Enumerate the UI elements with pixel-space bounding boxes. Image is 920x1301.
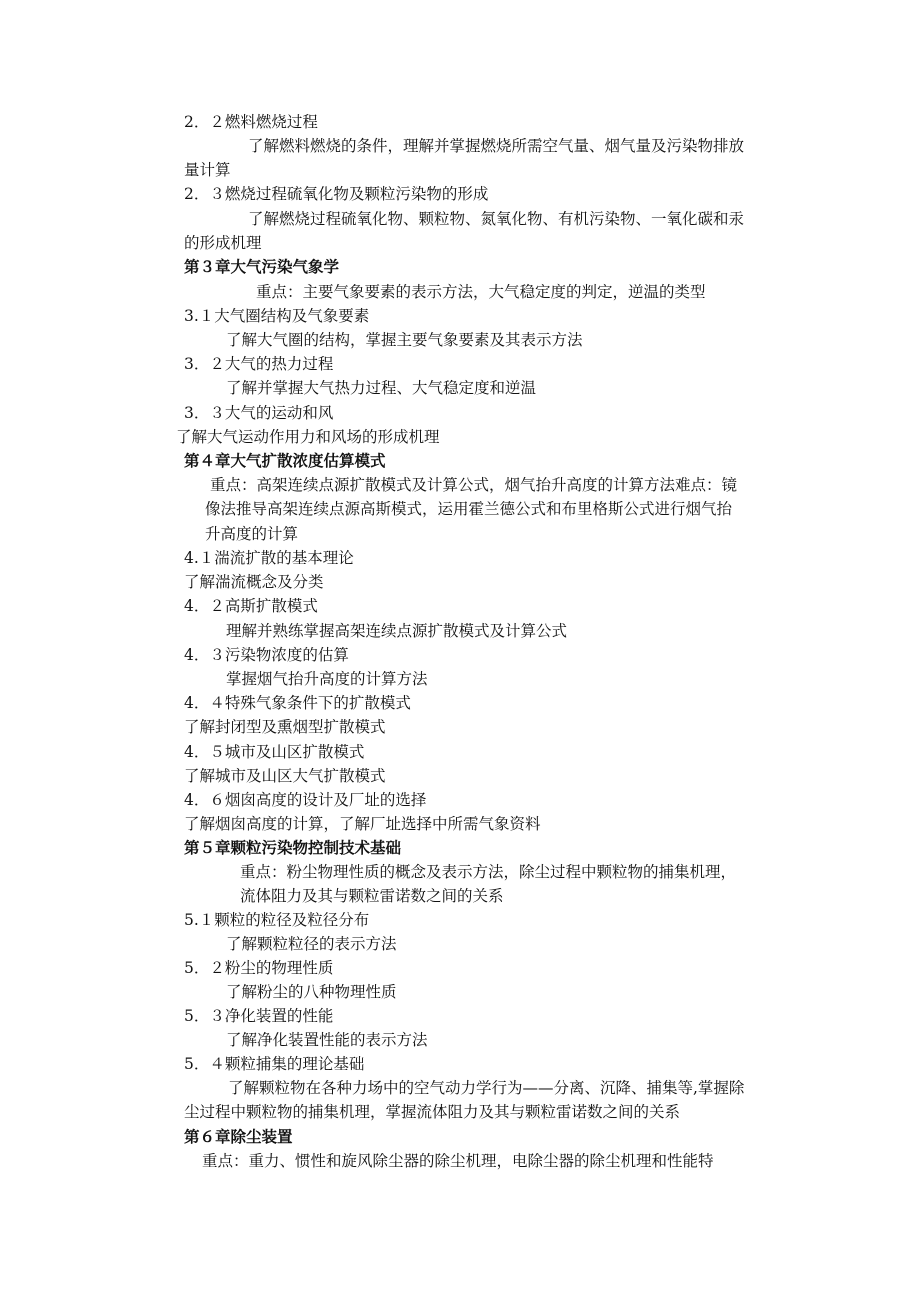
section-5-1-heading: 5.１颗粒的粒径及粒径分布 (184, 911, 370, 929)
section-4-1-heading: 4.１湍流扩散的基本理论 (184, 549, 354, 567)
chapter-6-key-points: 重点：重力、惯性和旋风除尘器的除尘机理，电除尘器的除尘机理和性能特 (202, 1152, 714, 1170)
section-2-2-text: 量计算 (184, 161, 231, 179)
section-5-2-heading: 5．２粉尘的物理性质 (184, 959, 334, 977)
section-3-2-text: 了解并掌握大气热力过程、大气稳定度和逆温 (226, 379, 537, 397)
section-3-3-text: 了解大气运动作用力和风场的形成机理 (176, 428, 440, 446)
section-2-2-text: 了解燃料燃烧的条件，理解并掌握燃烧所需空气量、烟气量及污染物排放 (248, 137, 745, 155)
section-2-3-text: 了解燃烧过程硫氧化物、颗粒物、氮氧化物、有机污染物、一氧化碳和汞 (248, 210, 745, 228)
section-3-2-heading: 3．２大气的热力过程 (184, 355, 334, 373)
section-4-3-text: 掌握烟气抬升高度的计算方法 (226, 670, 428, 688)
section-2-2-heading: 2．２燃料燃烧过程 (184, 113, 318, 131)
section-5-1-text: 了解颗粒粒径的表示方法 (226, 935, 397, 953)
section-4-5-heading: 4．５城市及山区扩散模式 (184, 743, 365, 761)
chapter-4-key-points: 重点：高架连续点源扩散模式及计算公式，烟气抬升高度的计算方法难点：镜 (210, 476, 738, 494)
section-5-4-text: 了解颗粒物在各种力场中的空气动力学行为——分离、沉降、捕集等,掌握除 (228, 1079, 745, 1097)
chapter-3-key-points: 重点：主要气象要素的表示方法，大气稳定度的判定，逆温的类型 (256, 283, 706, 301)
section-3-1-heading: 3.１大气圈结构及气象要素 (184, 307, 370, 325)
section-3-1-text: 了解大气圈的结构，掌握主要气象要素及其表示方法 (226, 331, 583, 349)
chapter-5-key-points: 重点：粉尘物理性质的概念及表示方法，除尘过程中颗粒物的捕集机理， (240, 863, 737, 881)
section-5-3-heading: 5．３净化装置的性能 (184, 1007, 334, 1025)
chapter-4-key-points: 像法推导高架连续点源高斯模式，运用霍兰德公式和布里格斯公式进行烟气抬 (205, 500, 733, 518)
section-4-2-heading: 4．２高斯扩散模式 (184, 597, 318, 615)
chapter-4-title: 第４章大气扩散浓度估算模式 (184, 451, 386, 470)
section-4-6-text: 了解烟囱高度的计算，了解厂址选择中所需气象资料 (184, 815, 541, 833)
section-4-1-text: 了解湍流概念及分类 (184, 573, 324, 591)
section-5-4-heading: 5．４颗粒捕集的理论基础 (184, 1055, 365, 1073)
chapter-3-title: 第３章大气污染气象学 (184, 257, 340, 276)
chapter-5-key-points: 流体阻力及其与颗粒雷诺数之间的关系 (240, 887, 504, 905)
chapter-4-key-points: 升高度的计算 (205, 525, 299, 543)
section-4-2-text: 理解并熟练掌握高架连续点源扩散模式及计算公式 (226, 622, 568, 640)
chapter-6-title: 第６章除尘装置 (184, 1127, 293, 1146)
section-4-4-heading: 4．４特殊气象条件下的扩散模式 (184, 694, 411, 712)
section-4-5-text: 了解城市及山区大气扩散模式 (184, 767, 386, 785)
section-4-4-text: 了解封闭型及熏烟型扩散模式 (184, 718, 386, 736)
section-3-3-heading: 3．３大气的运动和风 (184, 404, 334, 422)
chapter-5-title: 第５章颗粒污染物控制技术基础 (184, 838, 402, 857)
section-5-4-text: 尘过程中颗粒物的捕集机理，掌握流体阻力及其与颗粒雷诺数之间的关系 (184, 1103, 681, 1121)
section-2-3-text: 的形成机理 (184, 234, 262, 252)
section-5-3-text: 了解净化装置性能的表示方法 (226, 1031, 428, 1049)
section-5-2-text: 了解粉尘的八种物理性质 (226, 983, 397, 1001)
section-4-3-heading: 4．３污染物浓度的估算 (184, 646, 349, 664)
section-4-6-heading: 4．６烟囱高度的设计及厂址的选择 (184, 791, 427, 809)
section-2-3-heading: 2．３燃烧过程硫氧化物及颗粒污染物的形成 (184, 185, 489, 203)
